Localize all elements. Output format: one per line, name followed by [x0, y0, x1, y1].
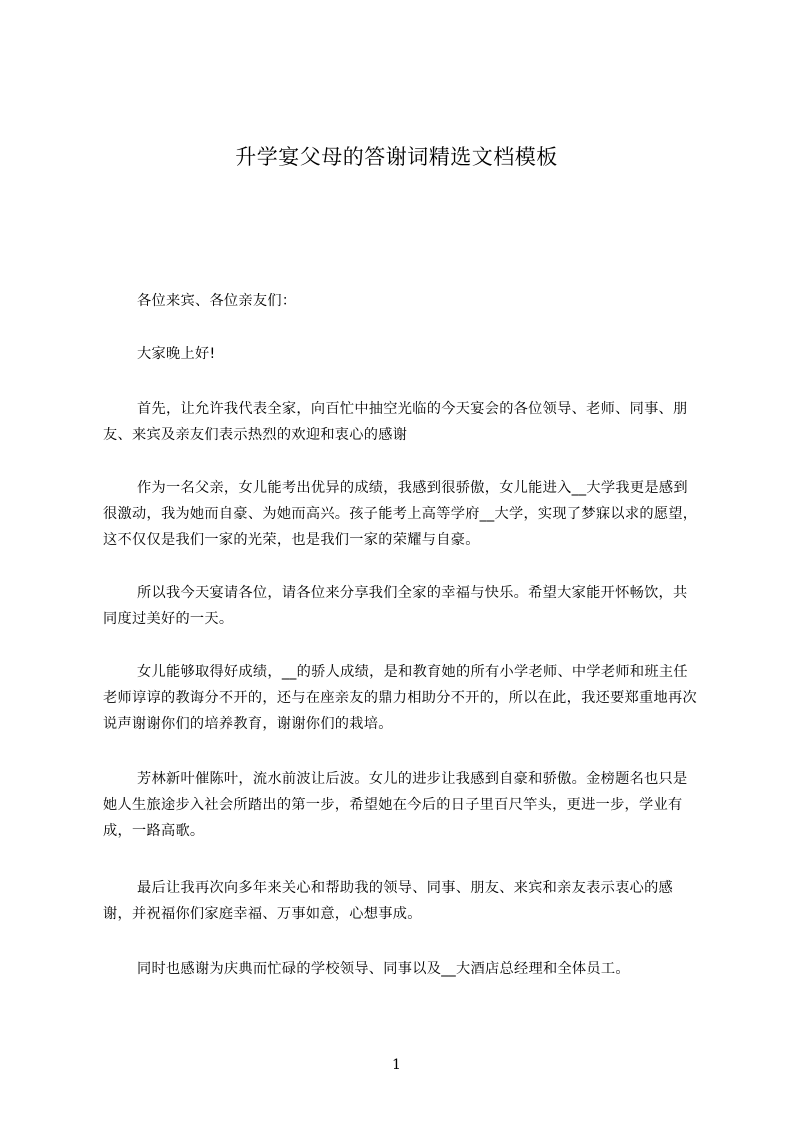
paragraph-greeting: 大家晚上好! [137, 346, 216, 362]
paragraph-welcome: 首先，让允许我代表全家，向百忙中抽空光临的今天宴会的各位领导、老师、同事、朋友、来宾及亲友们表示热烈的欢迎和衷心的感谢 [103, 401, 688, 443]
paragraph-teachers-thanks: 女儿能够取得好成绩，__的骄人成绩，是和教育她的所有小学老师、中学老师和班主任老师谆谆的教诲分不开的，还与在座亲友的鼎力相助分不开的，所以在此，我还要郑重地再次说声谢谢你们的培养教育，谢谢你们的栽培。 [103, 664, 697, 732]
document-title: 升学宴父母的答谢词精选文档模板 [235, 145, 558, 169]
paragraph-staff-thanks: 同时也感谢为庆典而忙碌的学校领导、同事以及__大酒店总经理和全体员工。 [137, 961, 630, 977]
paragraph-invitation: 所以我今天宴请各位，请各位来分享我们全家的幸福与快乐。希望大家能开怀畅饮，共同度过美好的一天。 [103, 585, 688, 627]
paragraph-salutation: 各位来宾、各位亲友们： [137, 293, 297, 309]
paragraph-wishes-for-daughter: 芳林新叶催陈叶，流水前波让后波。女儿的进步让我感到自豪和骄傲。金榜题名也只是她人生旅途步入社会所踏出的第一步，希望她在今后的日子里百尺竿头，更进一步，学业有成，一路高歌。 [103, 771, 688, 839]
paragraph-pride: 作为一名父亲，女儿能考出优异的成绩，我感到很骄傲，女儿能进入__大学我更是感到很激动，我为她而自豪、为她而高兴。孩子能考上高等学府__大学，实现了梦寐以求的愿望，这不仅仅是我们一家的光荣，也是我们一家的荣耀与自豪。 [103, 480, 698, 548]
page-number: 1 [392, 1057, 401, 1073]
paragraph-final-thanks: 最后让我再次向多年来关心和帮助我的领导、同事、朋友、来宾和亲友表示衷心的感谢，并祝福你们家庭幸福、万事如意，心想事成。 [103, 880, 674, 922]
